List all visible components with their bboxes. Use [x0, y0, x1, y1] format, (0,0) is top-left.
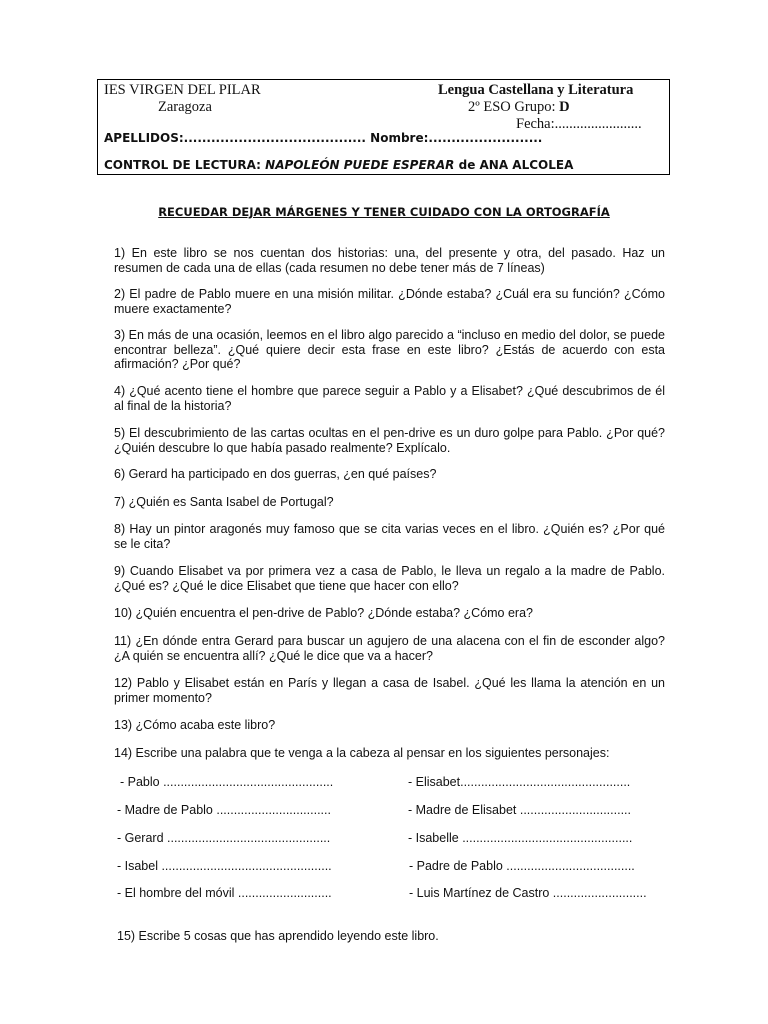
school-name: IES VIRGEN DEL PILAR [104, 82, 261, 98]
character-right-1: - Elisabet................................................. [408, 775, 631, 789]
city-name: Zaragoza [158, 99, 212, 115]
book-title: NAPOLEÓN PUEDE ESPERAR [265, 158, 455, 172]
question-15: 15) Escribe 5 cosas que has aprendido leyendo este libro. [117, 929, 439, 943]
character-right-4: - Padre de Pablo ..................................... [409, 859, 635, 873]
character-right-2: - Madre de Elisabet ................................ [408, 803, 631, 817]
course-group [468, 99, 570, 116]
surname-name-field: APELLIDOS:........................................ Nombre:......................... [104, 131, 543, 145]
question-4: 4) ¿Qué acento tiene el hombre que parece seguir a Pablo y a Elisabet? ¿Qué descubrimos de él al final de la historia? [114, 384, 665, 413]
character-left-2: - Madre de Pablo ................................. [117, 803, 331, 817]
question-6: 6) Gerard ha participado en dos guerras, ¿en qué países? [114, 467, 437, 481]
course-label: 2º ESO Grupo: [468, 99, 560, 115]
question-12: 12) Pablo y Elisabet están en París y llegan a casa de Isabel. ¿Qué les llama la atención en un primer momento? [114, 676, 665, 705]
character-left-4: - Isabel ................................................. [117, 859, 332, 873]
question-13: 13) ¿Cómo acaba este libro? [114, 718, 276, 732]
character-left-3: - Gerard ............................................... [117, 831, 331, 845]
character-left-5: - El hombre del móvil ........................... [117, 886, 332, 900]
control-title [104, 158, 573, 172]
question-14: 14) Escribe una palabra que te venga a la cabeza al pensar en los siguientes personajes: [114, 746, 610, 760]
question-3: 3) En más de una ocasión, leemos en el libro algo parecido a “incluso en medio del dolor, se puede encontrar belleza”. ¿Qué quiere decir esta frase en este libro? ¿Estás de acuerdo con esta afirmación? ¿Por qué? [114, 328, 665, 371]
question-10: 10) ¿Quién encuentra el pen-drive de Pablo? ¿Dónde estaba? ¿Cómo era? [114, 606, 534, 620]
question-11: 11) ¿En dónde entra Gerard para buscar un agujero de una alacena con el fin de esconder algo? ¿A quién se encuentra allí? ¿Qué le dice que va a hacer? [114, 634, 665, 663]
book-author: de ANA ALCOLEA [454, 158, 574, 172]
character-left-1: - Pablo ................................................. [120, 775, 334, 789]
control-label: CONTROL DE LECTURA: [104, 158, 266, 172]
reminder-heading: RECUEDAR DEJAR MÁRGENES Y TENER CUIDADO CON LA ORTOGRAFÍA [158, 205, 610, 219]
question-2: 2) El padre de Pablo muere en una misión militar. ¿Dónde estaba? ¿Cuál era su función? ¿Cómo muere exactamente? [114, 287, 665, 316]
character-right-3: - Isabelle ................................................. [408, 831, 633, 845]
character-right-5: - Luis Martínez de Castro ........................... [409, 886, 647, 900]
question-7: 7) ¿Quién es Santa Isabel de Portugal? [114, 495, 334, 509]
date-field: Fecha:........................ [516, 116, 642, 132]
question-8: 8) Hay un pintor aragonés muy famoso que se cita varias veces en el libro. ¿Quién es? ¿Por qué se le cita? [114, 522, 665, 551]
subject-name: Lengua Castellana y Literatura [438, 82, 634, 98]
question-9: 9) Cuando Elisabet va por primera vez a casa de Pablo, le lleva un regalo a la madre de Pablo. ¿Qué es? ¿Qué le dice Elisabet que tiene que hacer con ello? [114, 564, 665, 593]
question-1: 1) En este libro se nos cuentan dos historias: una, del presente y otra, del pasado. Haz un resumen de cada una de ellas (cada resumen no debe tener más de 7 líneas) [114, 246, 665, 275]
group-value: D [559, 99, 570, 115]
question-5: 5) El descubrimiento de las cartas ocultas en el pen-drive es un duro golpe para Pablo. ¿Por qué? ¿Quién descubre lo que había pasado realmente? Explícalo. [114, 426, 665, 455]
